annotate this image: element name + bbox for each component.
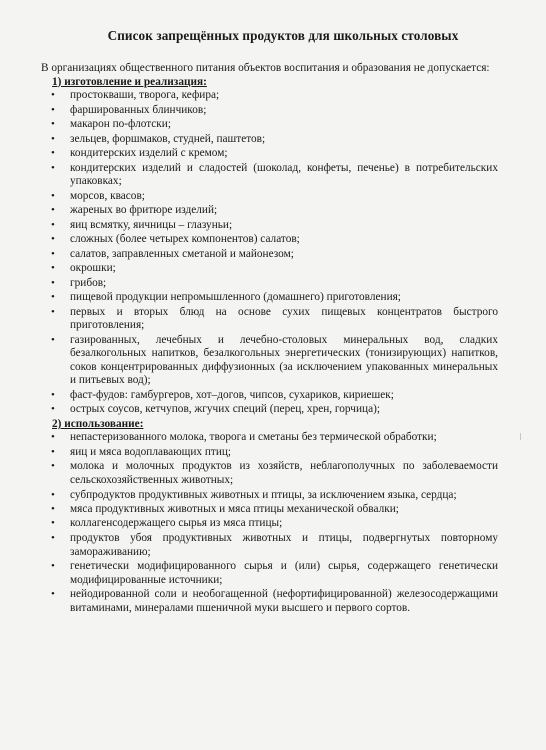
list-item: • газированных, лечебных и лечебно-столовых минеральных вод, сладких безалкогольных напитков, безалкогольных энергетических (тонизирующих) напитков, соков концентрированных диффузионных (за исключением упакованных минеральных и питьевых вод); xyxy=(38,334,498,388)
intro-paragraph: В организациях общественного питания объектов воспитания и образования не допускается: xyxy=(41,62,490,74)
list-item: • фаст-фудов: гамбургеров, хот–догов, чипсов, сухариков, кириешек; xyxy=(38,389,498,403)
list-item: • острых соусов, кетчупов, жгучих специй (перец, хрен, горчица); xyxy=(38,403,498,417)
list-item: • яиц и мяса водоплавающих птиц; xyxy=(38,446,498,460)
list-item: • кондитерских изделий с кремом; xyxy=(38,147,498,161)
list-item: • простокваши, творога, кефира; xyxy=(38,89,498,103)
list-item: • морсов, квасов; xyxy=(38,190,498,204)
list-item: • грибов; xyxy=(38,277,498,291)
list-item: • сложных (более четырех компонентов) салатов; xyxy=(38,233,498,247)
list-item: • генетически модифицированного сырья и (или) сырья, содержащего генетически модифицированные источники; xyxy=(38,560,498,587)
list-item: • фаршированных блинчиков; xyxy=(38,104,498,118)
list-item: • пищевой продукции непромышленного (домашнего) приготовления; xyxy=(38,291,498,305)
list-production xyxy=(38,89,498,417)
list-item: • нейодированной соли и необогащенной (нефортифицированной) железосодержащими витаминами, минералами пшеничной муки высшего и первого сортов. xyxy=(38,588,498,615)
scan-edge-mark xyxy=(520,433,521,440)
list-item: • кондитерских изделий и сладостей (шоколад, конфеты, печенье) в потребительских упаковках; xyxy=(38,162,498,189)
document-title: Список запрещённых продуктов для школьных столовых xyxy=(107,28,459,43)
list-item: • продуктов убоя продуктивных животных и птицы, подвергнутых повторному замораживанию; xyxy=(38,532,498,559)
section-heading-production: 1) изготовление и реализация: xyxy=(52,75,207,88)
list-item: • жареных во фритюре изделий; xyxy=(38,204,498,218)
list-item: • макарон по-флотски; xyxy=(38,118,498,132)
list-item: • первых и вторых блюд на основе сухих пищевых концентратов быстрого приготовления; xyxy=(38,306,498,333)
list-usage xyxy=(38,431,498,615)
list-item: • молока и молочных продуктов из хозяйств, неблагополучных по заболеваемости сельскохозяйственных животных; xyxy=(38,460,498,487)
list-item: • субпродуктов продуктивных животных и птицы, за исключением языка, сердца; xyxy=(38,489,498,503)
list-item: • непастеризованного молока, творога и сметаны без термической обработки; xyxy=(38,431,498,445)
list-item: • яиц всмятку, яичницы – глазуньи; xyxy=(38,219,498,233)
list-item: • окрошки; xyxy=(38,262,498,276)
list-item: • салатов, заправленных сметаной и майонезом; xyxy=(38,248,498,262)
list-item: • мяса продуктивных животных и мяса птицы механической обвалки; xyxy=(38,503,498,517)
section-heading-usage: 2) использование: xyxy=(52,417,144,430)
list-item: • зельцев, форшмаков, студней, паштетов; xyxy=(38,133,498,147)
list-item: • коллагенсодержащего сырья из мяса птицы; xyxy=(38,517,498,531)
